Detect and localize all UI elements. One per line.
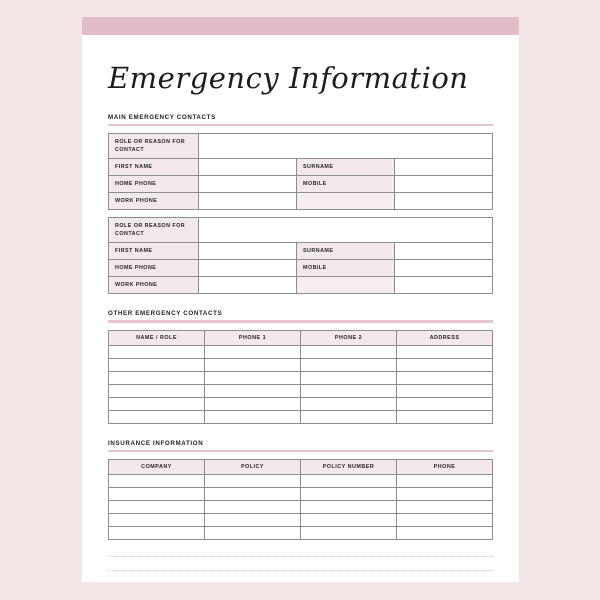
section-heading-insurance: INSURANCE INFORMATION <box>108 439 204 447</box>
cell-policy[interactable] <box>205 474 301 487</box>
content-column <box>108 35 493 571</box>
field-work-phone[interactable] <box>199 193 297 210</box>
cell-phone-1[interactable] <box>205 410 301 423</box>
cell-policy[interactable] <box>205 500 301 513</box>
cell-policy[interactable] <box>205 526 301 539</box>
field-work-phone-2[interactable] <box>199 277 297 294</box>
field-mobile[interactable] <box>395 176 493 193</box>
label-surname-2: SURNAME <box>297 243 395 260</box>
label-role-or-reason-2: ROLE OR REASON FOR CONTACT <box>109 218 199 243</box>
cell-phone-2[interactable] <box>301 371 397 384</box>
cell-name-role[interactable] <box>109 358 205 371</box>
table-row <box>109 260 493 277</box>
table-row <box>109 345 493 358</box>
section-rule-insurance <box>108 450 493 452</box>
field-first-name-2[interactable] <box>199 243 297 260</box>
column-header-address: ADDRESS <box>397 330 493 345</box>
table-row <box>109 513 493 526</box>
table-body <box>109 474 493 539</box>
column-header-phone-1: PHONE 1 <box>205 330 301 345</box>
cell-company[interactable] <box>109 487 205 500</box>
cell-company[interactable] <box>109 526 205 539</box>
label-role-or-reason: ROLE OR REASON FOR CONTACT <box>109 134 199 159</box>
column-header-phone-2: PHONE 2 <box>301 330 397 345</box>
cell-phone[interactable] <box>397 474 493 487</box>
column-header-phone: PHONE <box>397 459 493 474</box>
label-first-name-2: FIRST NAME <box>109 243 199 260</box>
other-contacts-table <box>108 330 493 424</box>
cell-company[interactable] <box>109 500 205 513</box>
label-home-phone-2: HOME PHONE <box>109 260 199 277</box>
notes-dotted-line[interactable] <box>108 570 493 571</box>
table-header-row <box>109 459 493 474</box>
cell-phone-1[interactable] <box>205 358 301 371</box>
cell-address[interactable] <box>397 410 493 423</box>
table-row <box>109 243 493 260</box>
cell-name-role[interactable] <box>109 410 205 423</box>
block-spacer <box>108 210 493 217</box>
section-heading-other-contacts: OTHER EMERGENCY CONTACTS <box>108 310 223 318</box>
label-first-name: FIRST NAME <box>109 159 199 176</box>
cell-policy-number[interactable] <box>301 513 397 526</box>
cell-policy-number[interactable] <box>301 500 397 513</box>
label-work-phone: WORK PHONE <box>109 193 199 210</box>
field-work-phone-extra[interactable] <box>395 193 493 210</box>
label-empty-shaded <box>297 193 395 210</box>
table-row <box>109 176 493 193</box>
cell-name-role[interactable] <box>109 397 205 410</box>
column-header-company: COMPANY <box>109 459 205 474</box>
table-row <box>109 277 493 294</box>
cell-phone-1[interactable] <box>205 397 301 410</box>
cell-address[interactable] <box>397 384 493 397</box>
cell-policy[interactable] <box>205 487 301 500</box>
notes-dotted-line[interactable] <box>108 556 493 557</box>
table-header <box>109 330 493 345</box>
cell-phone-2[interactable] <box>301 345 397 358</box>
field-first-name[interactable] <box>199 159 297 176</box>
cell-phone[interactable] <box>397 487 493 500</box>
field-mobile-2[interactable] <box>395 260 493 277</box>
cell-policy-number[interactable] <box>301 474 397 487</box>
label-work-phone-2: WORK PHONE <box>109 277 199 294</box>
paper-sheet <box>82 35 519 582</box>
cell-company[interactable] <box>109 474 205 487</box>
cell-phone[interactable] <box>397 526 493 539</box>
insurance-table <box>108 459 493 540</box>
section-rule-other-contacts <box>108 320 493 322</box>
cell-phone-2[interactable] <box>301 397 397 410</box>
section-heading-main-contacts: MAIN EMERGENCY CONTACTS <box>108 114 216 122</box>
field-surname-2[interactable] <box>395 243 493 260</box>
cell-phone-1[interactable] <box>205 384 301 397</box>
table-row <box>109 500 493 513</box>
label-mobile-2: MOBILE <box>297 260 395 277</box>
cell-phone-2[interactable] <box>301 384 397 397</box>
cell-phone-1[interactable] <box>205 345 301 358</box>
cell-phone[interactable] <box>397 500 493 513</box>
cell-name-role[interactable] <box>109 345 205 358</box>
cell-address[interactable] <box>397 371 493 384</box>
table-row <box>109 526 493 539</box>
cell-address[interactable] <box>397 397 493 410</box>
cell-name-role[interactable] <box>109 384 205 397</box>
cell-phone[interactable] <box>397 513 493 526</box>
label-surname: SURNAME <box>297 159 395 176</box>
table-row <box>109 397 493 410</box>
field-role-or-reason-2[interactable] <box>199 218 493 243</box>
table-body <box>109 345 493 423</box>
table-row <box>109 410 493 423</box>
label-empty-shaded-2 <box>297 277 395 294</box>
column-header-policy: POLICY <box>205 459 301 474</box>
label-mobile: MOBILE <box>297 176 395 193</box>
table-row <box>109 193 493 210</box>
main-contact-block-2 <box>108 217 493 294</box>
table-row <box>109 474 493 487</box>
main-contact-block-1 <box>108 133 493 210</box>
cell-phone-2[interactable] <box>301 410 397 423</box>
table-row <box>109 218 493 243</box>
column-header-policy-number: POLICY NUMBER <box>301 459 397 474</box>
field-home-phone[interactable] <box>199 176 297 193</box>
table-row <box>109 134 493 159</box>
table-row <box>109 358 493 371</box>
table-header <box>109 459 493 474</box>
cell-policy[interactable] <box>205 513 301 526</box>
field-home-phone-2[interactable] <box>199 260 297 277</box>
column-header-name-role: NAME / ROLE <box>109 330 205 345</box>
page-title: Emergency Information <box>108 61 469 95</box>
cell-policy-number[interactable] <box>301 487 397 500</box>
cell-address[interactable] <box>397 358 493 371</box>
cell-policy-number[interactable] <box>301 526 397 539</box>
top-accent-band <box>82 17 519 35</box>
table-row <box>109 159 493 176</box>
field-work-phone-extra-2[interactable] <box>395 277 493 294</box>
cell-phone-2[interactable] <box>301 358 397 371</box>
cell-company[interactable] <box>109 513 205 526</box>
cell-phone-1[interactable] <box>205 371 301 384</box>
table-row <box>109 487 493 500</box>
printable-page <box>82 17 519 582</box>
cell-address[interactable] <box>397 345 493 358</box>
field-role-or-reason[interactable] <box>199 134 493 159</box>
label-home-phone: HOME PHONE <box>109 176 199 193</box>
section-rule-main-contacts <box>108 124 493 126</box>
table-header-row <box>109 330 493 345</box>
table-row <box>109 384 493 397</box>
table-row <box>109 371 493 384</box>
cell-name-role[interactable] <box>109 371 205 384</box>
field-surname[interactable] <box>395 159 493 176</box>
